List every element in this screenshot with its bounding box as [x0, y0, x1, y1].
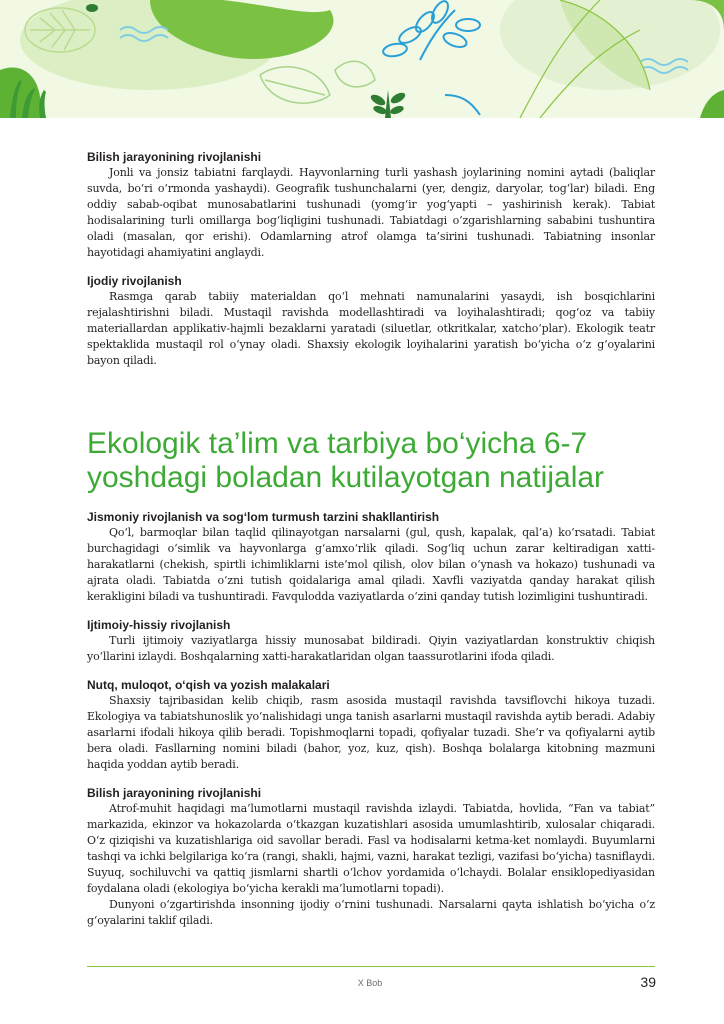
- section-heading: Ijodiy rivojlanish: [87, 274, 182, 288]
- leaf-pattern-illustration: [0, 0, 724, 118]
- section-heading: Jismoniy rivojlanish va sog‘lom turmush tarzini shakllantirish: [87, 510, 440, 524]
- page-content: [87, 149, 655, 941]
- page-number: 39: [640, 974, 656, 990]
- section-paragraph: Dunyoni o‘zgartirishda insonning ijodiy o‘rnini tushunadi. Narsalarni qayta ishlatish bo‘yicha o‘z g‘oyalarini taklif qiladi.: [87, 898, 655, 927]
- decorative-banner: [0, 0, 724, 118]
- section-paragraph: Qo‘l, barmoqlar bilan taqlid qilinayotgan narsalarni (gul, qush, kapalak, qal’a) ko‘rsatadi. Tabiat burchagidagi o‘simlik va hayvonlarga g‘amxo‘rlik qiladi. Sog‘liq uchun zarar keltiradigan xatti-harakatlarni (chekish, spirtli ichimliklarni iste’mol qilish, olov bilan o‘ynash va hokazo) tushunadi va ajrata oladi. Tabiatda o‘zni tutish qoidalariga amal qiladi. Xavfli vaziyatda qanday harakat qilish kerakligini biladi va tushuntiradi. Favqulodda vaziyatlarda o‘zini qanday tutish lozimligini tushuntiradi.: [87, 526, 655, 603]
- section-paragraph: Rasmga qarab tabiiy materialdan qo‘l mehnati namunalarini yasaydi, ish bosqichlarini rejalashtirishni biladi. Mustaqil ravishda modellashtiradi va loyihalashtiradi; qog‘oz va tabiiy materiallardan applikativ-hajmli bezaklarni yaratadi (siluetlar, otkritkalar, xatcho‘plar). Ekologik teatr spektaklida mustaqil rol o‘ynay oladi. Shaxsiy ekologik loyihalarini yaratish bo‘yicha o‘z g‘oyalarini bayon qiladi.: [87, 290, 655, 367]
- section-heading: Nutq, muloqot, o‘qish va yozish malakalari: [87, 678, 330, 692]
- section-heading: Ijtimoiy-hissiy rivojlanish: [87, 618, 231, 632]
- section-paragraph: Jonli va jonsiz tabiatni farqlaydi. Hayvonlarning turli yashash joylarining nomini aytadi (baliqlar suvda, bo‘ri o‘rmonda yashaydi). Geografik tushunchalarni (yer, dengiz, daryolar, tog‘lar) biladi. Eng oddiy sabab-oqibat munosabatlarini tushunadi (yomg‘ir yog‘yapti – yashirinish kerak). Tabiat hodisalarining turli omillarga bog‘liqligini tushunadi. Tabiatdagi o‘zgarishlarning sababini tushuntira oladi (masalan, qor erishi). Odamlarning atrof olamga ta’sirini tushunadi. Tabiatning insonlar hayotidagi ahamiyatini anglaydi.: [87, 166, 655, 259]
- section-heading: Bilish jarayonining rivojlanishi: [87, 150, 262, 164]
- section-cognitive-development: [87, 149, 655, 261]
- section-social-emotional-development: [87, 617, 655, 665]
- section-cognitive-development-2: [87, 785, 655, 929]
- chapter-label: X Bob: [357, 978, 383, 988]
- section-physical-development: [87, 509, 655, 605]
- section-paragraph: Shaxsiy tajribasidan kelib chiqib, rasm asosida mustaqil ravishda tavsiflovchi hikoya tuzadi. Ekologiya va tabiatshunoslik yo‘nalishidagi unga tanish asarlarni mustaqil ravishda aytib beradi. Adabiy asarlarni ifodali hikoya qilib beradi. Topishmoqlarni topadi, qofiyalar tuzadi. She’r va qofiyalarni aytib bera oladi. Fasllarning nomini biladi (bahor, yoz, kuz, qish). Boshqa bolalarga kitobning mazmuni haqida yoddan aytib beradi.: [87, 694, 655, 771]
- section-paragraph: Turli ijtimoiy vaziyatlarga hissiy munosabat bildiradi. Qiyin vaziyatlardan konstruktiv chiqish yo‘llarini izlaydi. Boshqalarning xatti-harakatlaridan olgan taassurotlarini ifoda qiladi.: [87, 634, 655, 663]
- footer-divider: [87, 966, 655, 967]
- page-title: Ekologik ta’lim va tarbiya bo‘yicha 6-7 yoshdagi boladan kutilayotgan natijalar: [87, 427, 605, 494]
- section-speech-communication: [87, 677, 655, 773]
- section-heading: Bilish jarayonining rivojlanishi: [87, 786, 262, 800]
- section-creative-development: [87, 273, 655, 369]
- section-paragraph: Atrof-muhit haqidagi ma’lumotlarni mustaqil ravishda izlaydi. Tabiatda, hovlida, “Fan va tabiat” markazida, ekinzor va hokazolarda o‘tkazgan kuzatishlari asosida umumlashtirib, xulosalar chiqaradi. O‘z qiziqishi va kuzatishlariga oid savollar beradi. Fasl va hodisalarni ketma-ket nomlaydi. Buyumlarni tashqi va ichki belgilariga ko‘ra (rangi, shakli, hajmi, vazni, harakat tezligi, vazifasi bo‘yicha) tasniflaydi. Suyuq, sochiluvchi va qattiq jismlarni shartli o‘lchov yordamida o‘lchaydi. Bolalar ensiklopediyasidan foydalana oladi (ekologiya bo‘yicha kerakli ma’lumotlarni topadi).: [87, 802, 655, 895]
